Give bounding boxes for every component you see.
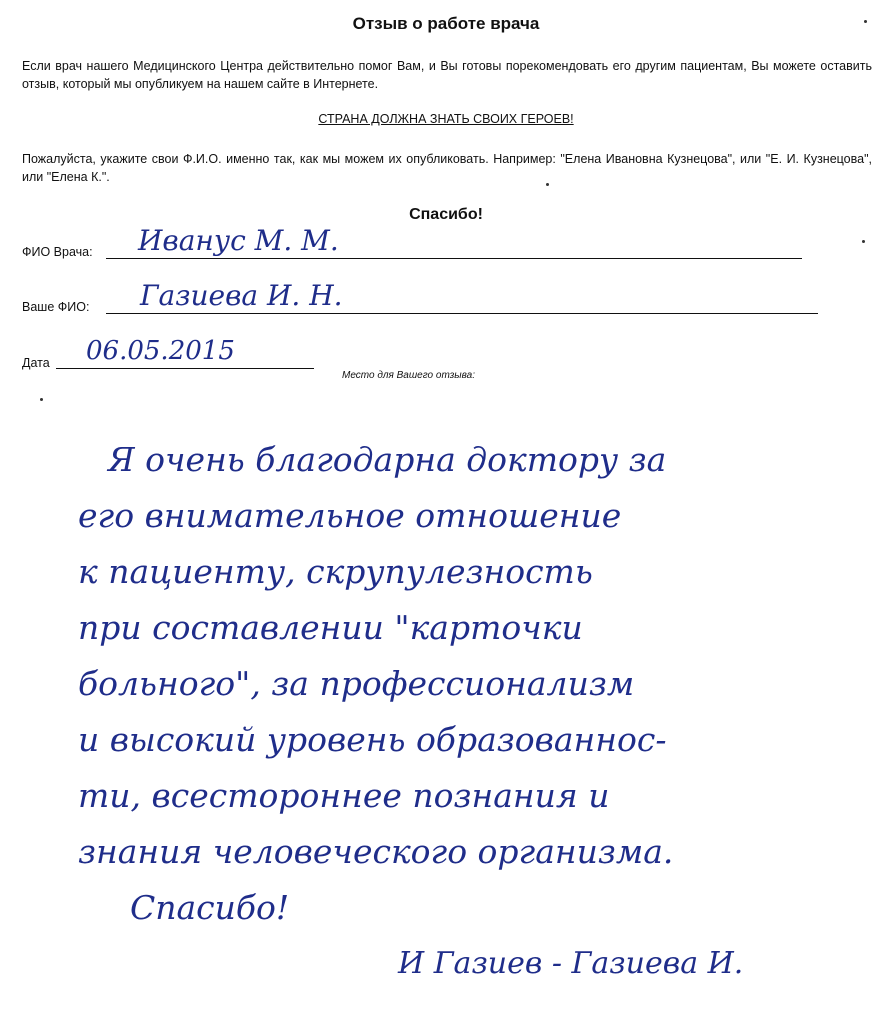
signature: И Газиев - Газиева И. bbox=[398, 946, 744, 981]
date-value[interactable]: 06.05.2015 bbox=[86, 336, 235, 366]
review-line: к пациенту, скрупулезность bbox=[78, 552, 593, 591]
thanks-heading: Спасибо! bbox=[409, 206, 483, 223]
slogan-text: СТРАНА ДОЛЖНА ЗНАТЬ СВОИХ ГЕРОЕВ! bbox=[318, 112, 574, 126]
patient-name-value[interactable]: Газиева И. Н. bbox=[140, 279, 343, 312]
patient-name-line bbox=[106, 313, 818, 314]
review-line: ти, всестороннее познания и bbox=[78, 776, 610, 815]
review-text-area[interactable] bbox=[78, 432, 868, 936]
review-caption: Место для Вашего отзыва: bbox=[342, 370, 476, 381]
doctor-name-label: ФИО Врача: bbox=[22, 245, 93, 259]
doctor-name-line bbox=[106, 258, 802, 259]
date-label: Дата bbox=[22, 356, 50, 370]
scan-speck bbox=[864, 20, 867, 23]
instruction-text: Пожалуйста, укажите свои Ф.И.О. именно так, как мы можем их опубликовать. Например: "Елена Ивановна Кузнецова", или "Е. И. Кузнецова", или "Елена К.". bbox=[22, 152, 872, 184]
review-line: знания человеческого организма. bbox=[78, 832, 674, 871]
doctor-name-value[interactable]: Иванус М. М. bbox=[138, 224, 339, 257]
review-line: больного", за профессионализм bbox=[78, 664, 635, 703]
review-line: Спасибо! bbox=[130, 888, 290, 927]
review-line: его внимательное отношение bbox=[78, 496, 622, 535]
form-title: Отзыв о работе врача bbox=[352, 14, 540, 33]
date-line bbox=[56, 368, 314, 369]
review-line: при составлении "карточки bbox=[78, 608, 583, 647]
patient-name-label: Ваше ФИО: bbox=[22, 300, 90, 314]
review-line: Я очень благодарна доктору за bbox=[108, 440, 667, 479]
scan-speck bbox=[546, 183, 549, 186]
intro-text: Если врач нашего Медицинского Центра действительно помог Вам, и Вы готовы порекомендовать его другим пациентам, Вы можете оставить отзыв, который мы опубликуем на нашем сайте в Интернете. bbox=[22, 59, 872, 91]
scan-speck bbox=[40, 398, 43, 401]
scan-speck bbox=[862, 240, 865, 243]
review-line: и высокий уровень образованнос- bbox=[78, 720, 667, 759]
